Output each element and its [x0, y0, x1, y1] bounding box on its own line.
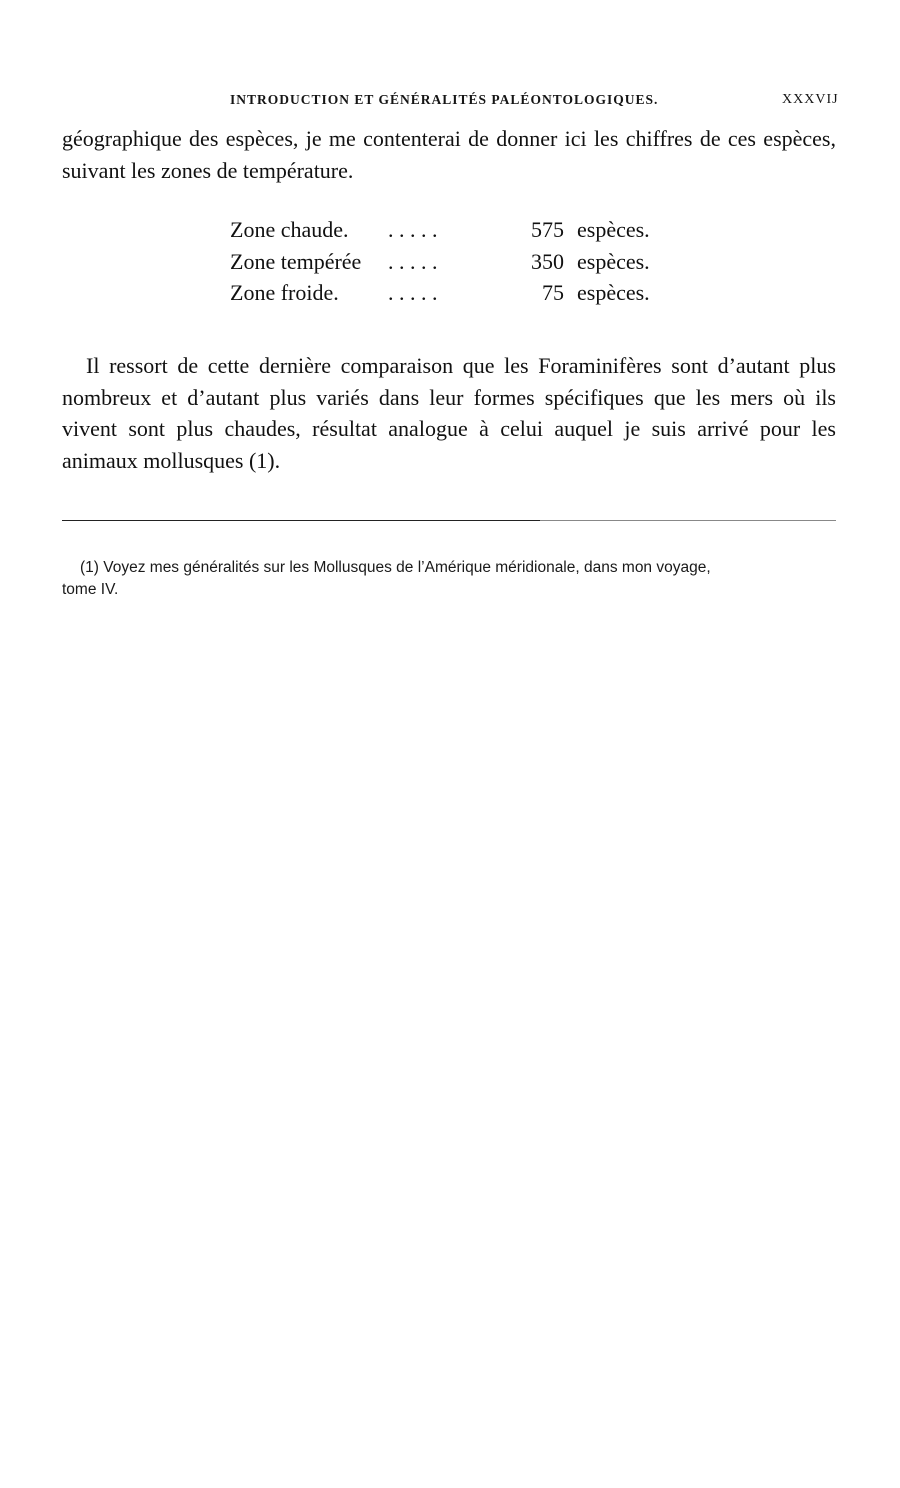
leader-dots: . . . . . [388, 248, 438, 274]
zone-unit: espèces. [577, 280, 650, 305]
running-title: INTRODUCTION ET GÉNÉRALITÉS PALÉONTOLOGIQUES. [230, 92, 659, 107]
zone-count: 575 [531, 217, 564, 242]
zone-unit: espèces. [577, 248, 650, 274]
zone-count: 350 [531, 248, 564, 274]
footnote: (1) Voyez mes généralités sur les Mollusques de l’Amérique méridionale, dans mon voyage, [80, 559, 711, 576]
zone-label: Zone chaude. [230, 217, 349, 242]
footnote-separator-rule-faded [540, 520, 836, 521]
zone-row-temperee [230, 246, 650, 278]
leader-dots: . . . . . [388, 280, 438, 305]
zone-unit: espèces. [577, 217, 650, 242]
leader-dots: . . . . . [388, 217, 438, 242]
paragraph-1: géographique des espèces, je me contenterai de donner ici les chiffres de ces espèces, suivant les zones de température. [62, 126, 836, 183]
zone-label: Zone tempérée [230, 248, 362, 274]
zone-row-chaude [230, 214, 650, 246]
page-number: XXXVIJ [782, 92, 839, 107]
zone-label: Zone froide. [230, 280, 339, 305]
zone-count: 75 [542, 280, 564, 305]
zone-table [230, 214, 650, 309]
paragraph-2: Il ressort de cette dernière comparaison que les Foraminifères sont d’autant plus nombreux et d’autant plus variés dans leur formes spécifiques que les mers où ils vivent sont plus chaudes, résultat analogue à celui auquel je suis arrivé pour les animaux mollusques (1). [62, 353, 836, 473]
footnote-continuation: tome IV. [62, 581, 119, 598]
zone-row-froide [230, 277, 650, 309]
